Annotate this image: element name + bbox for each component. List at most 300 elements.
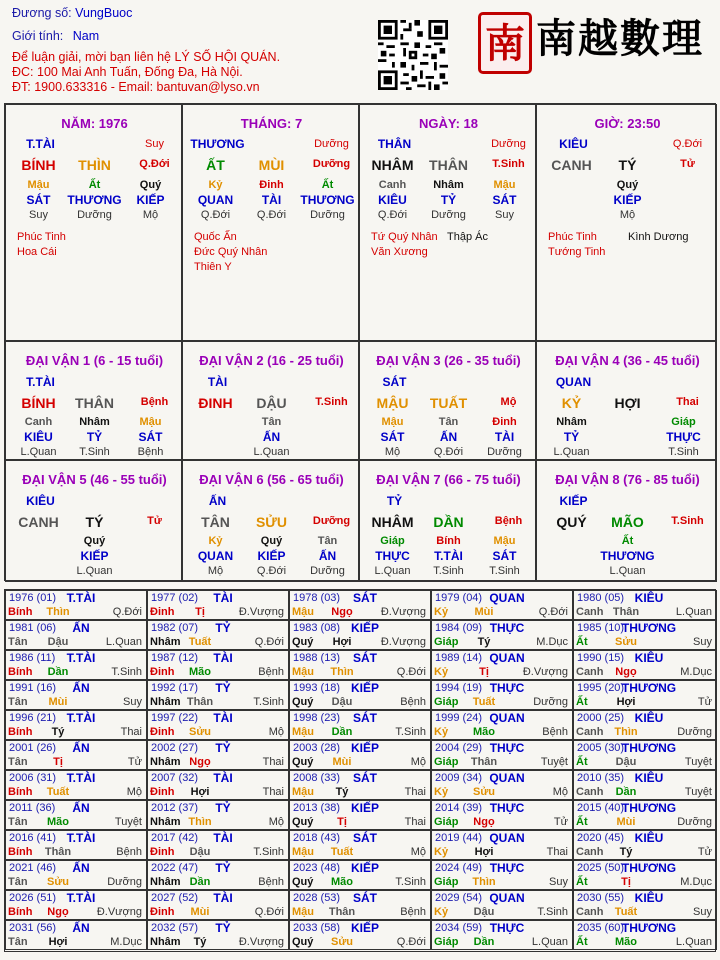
year-label: 2015 (40)	[577, 802, 625, 814]
hidden-god: QUAN	[197, 193, 234, 207]
year-god: THƯƠNG	[621, 741, 677, 755]
year-state: Thai	[546, 846, 568, 858]
year-cell	[147, 710, 289, 740]
pillar-can: ẤT	[206, 157, 225, 173]
dai-van-hidden-stem: Tân	[317, 535, 338, 547]
year-state: Thai	[404, 786, 426, 798]
year-can: Canh	[576, 666, 604, 678]
year-label: 1995 (20)	[577, 682, 625, 694]
dai-van-star: QUAN	[555, 375, 592, 389]
year-can: Quý	[292, 816, 314, 828]
year-label: 1977 (02)	[151, 592, 199, 604]
dai-van-hidden-state: Mộ	[384, 446, 401, 458]
year-chi: Thân	[470, 756, 498, 768]
dai-van-hidden-state: Dưỡng	[310, 565, 345, 577]
year-chi: Sửu	[614, 636, 638, 648]
year-god: THƯƠNG	[621, 681, 677, 695]
pillar-note: Quốc Ấn	[194, 231, 237, 243]
dai-van-can: ĐINH	[198, 395, 233, 411]
year-chi: Thân	[44, 846, 72, 858]
pillar-cell	[359, 104, 536, 341]
dai-van-hidden-god: ẤN	[262, 430, 281, 444]
dai-van-hidden-state: Bệnh	[137, 446, 164, 458]
year-cell	[573, 800, 717, 830]
hidden-stem: Mậu	[493, 179, 516, 191]
year-cell	[147, 890, 289, 920]
seal-glyph: 南	[485, 20, 525, 67]
year-state: T.Sinh	[395, 726, 426, 738]
year-state: M.Dục	[536, 636, 568, 648]
year-cell	[573, 680, 717, 710]
year-cell	[431, 920, 573, 950]
year-state: Q.Đới	[538, 606, 568, 618]
year-cell	[573, 590, 717, 620]
pillar-chi-state: Q.Đới	[139, 158, 170, 170]
year-god: TÀI	[213, 651, 233, 665]
hidden-stem: Kỷ	[208, 179, 223, 191]
year-god: TỶ	[215, 921, 231, 935]
year-god: SÁT	[353, 591, 377, 605]
hidden-state: Q.Đới	[200, 209, 231, 221]
year-cell	[289, 680, 431, 710]
dai-van-state: Bệnh	[494, 515, 523, 527]
year-state: Suy	[693, 636, 712, 648]
dai-van-hidden-stem: Nhâm	[79, 416, 110, 428]
dai-van-hidden-state: T.Sinh	[489, 565, 520, 577]
pillar-can: NHÂM	[371, 157, 414, 173]
pillar-note: Hoa Cái	[17, 246, 57, 258]
hidden-god: SÁT	[26, 193, 51, 207]
year-state: Bệnh	[258, 666, 284, 678]
year-chi: Tý	[51, 726, 65, 738]
year-god: ẤN	[72, 861, 90, 875]
qr-code-icon[interactable]	[378, 20, 448, 90]
dai-van-title: ĐẠI VẬN 7 (66 - 75 tuổi)	[376, 472, 521, 487]
dai-van-chi: SỬU	[255, 514, 288, 530]
year-god: KIÊU	[634, 651, 664, 665]
year-god: THỰC	[489, 801, 525, 815]
hidden-state: Dưỡng	[310, 209, 345, 221]
dai-van-hidden-stem: Giáp	[671, 416, 696, 428]
year-state: Suy	[123, 696, 142, 708]
dai-van-can: TÂN	[201, 514, 230, 530]
hidden-god: TỶ	[440, 193, 457, 207]
year-state: M.Dục	[110, 936, 142, 948]
year-god: SÁT	[353, 831, 377, 845]
year-state: Đ.Vượng	[380, 636, 426, 648]
year-cell	[5, 920, 147, 950]
pillar-cell	[182, 104, 359, 341]
year-cell	[431, 650, 573, 680]
year-cell	[147, 770, 289, 800]
year-label: 2012 (37)	[151, 802, 199, 814]
year-cell	[573, 620, 717, 650]
year-state: L.Quan	[675, 606, 712, 618]
year-cell	[289, 590, 431, 620]
dai-van-hidden-god: THỰC	[375, 549, 410, 563]
dai-van-hidden-state: T.Sinh	[79, 446, 110, 458]
gender-line	[12, 29, 99, 44]
dai-van-hidden-stem: Nhâm	[556, 416, 587, 428]
year-state: M.Dục	[680, 666, 712, 678]
year-chi: Thân	[328, 906, 356, 918]
year-label: 2020 (45)	[577, 832, 625, 844]
year-cell	[289, 920, 431, 950]
dai-van-hidden-god: TỶ	[86, 430, 103, 444]
hidden-god: SÁT	[492, 193, 517, 207]
dai-van-cell	[5, 460, 182, 582]
dai-van-can: KỶ	[561, 395, 582, 411]
year-cell	[5, 890, 147, 920]
year-label: 2029 (54)	[435, 892, 483, 904]
year-cell	[147, 860, 289, 890]
year-cell	[289, 830, 431, 860]
year-chi: Mão	[331, 876, 353, 888]
year-can: Canh	[576, 726, 604, 738]
year-chi: Thìn	[614, 726, 638, 738]
year-label: 2005 (30)	[577, 742, 625, 754]
year-label: 2035 (60)	[577, 922, 625, 934]
dai-van-star: T.TÀI	[26, 375, 55, 389]
dai-van-hidden-god: ẤN	[318, 549, 337, 563]
year-can: Ất	[576, 816, 588, 828]
year-cell	[5, 860, 147, 890]
dai-van-hidden-state: Q.Đới	[433, 446, 464, 458]
year-god: KIẾP	[350, 801, 380, 815]
year-label: 1997 (22)	[151, 712, 199, 724]
year-cell	[147, 680, 289, 710]
year-label: 2006 (31)	[9, 772, 57, 784]
year-god: THỰC	[489, 681, 525, 695]
year-can: Đinh	[150, 786, 175, 798]
year-can: Tân	[8, 636, 28, 648]
dai-van-state: T.Sinh	[315, 396, 348, 408]
year-label: 1999 (24)	[435, 712, 483, 724]
dai-van-star: KIÊU	[26, 494, 55, 508]
pillar-note: Phúc Tinh	[17, 231, 66, 243]
hidden-god: THƯƠNG	[300, 193, 355, 207]
dai-van-star: ẤN	[208, 494, 227, 508]
dai-van-hidden-state: L.Quan	[20, 446, 57, 458]
year-state: L.Quan	[675, 936, 712, 948]
year-can: Đinh	[150, 726, 175, 738]
year-label: 2008 (33)	[293, 772, 341, 784]
year-label: 1991 (16)	[9, 682, 57, 694]
year-state: Tuyệt	[114, 816, 142, 828]
year-god: ẤN	[72, 621, 90, 635]
year-chi: Sửu	[330, 936, 354, 948]
dai-van-chi: THÂN	[75, 395, 114, 411]
year-chi: Tuất	[46, 786, 70, 798]
year-can: Kỷ	[434, 726, 449, 738]
pillar-title: GIỜ: 23:50	[594, 116, 661, 131]
dai-van-state: Dưỡng	[312, 515, 351, 527]
year-label: 1984 (09)	[435, 622, 483, 634]
pillar-note-right: Thập Ác	[447, 231, 488, 243]
hidden-state: Dưỡng	[77, 209, 112, 221]
year-can: Tân	[8, 876, 28, 888]
year-chi: Mão	[47, 816, 69, 828]
dai-van-cell	[536, 460, 717, 582]
dai-van-cell	[359, 341, 536, 460]
year-chi: Dậu	[615, 756, 637, 768]
year-cell	[147, 830, 289, 860]
year-god: ẤN	[72, 801, 90, 815]
year-state: Đ.Vượng	[96, 906, 142, 918]
year-cell	[573, 860, 717, 890]
hidden-stem: Ất	[321, 179, 334, 191]
year-chi: Thìn	[188, 816, 212, 828]
year-can: Mậu	[292, 906, 314, 918]
year-chi: Ngọ	[473, 816, 495, 828]
dai-van-chi: TÝ	[85, 514, 104, 530]
year-label: 1993 (18)	[293, 682, 341, 694]
year-label: 2004 (29)	[435, 742, 483, 754]
year-cell	[573, 740, 717, 770]
hidden-god: KIÊU	[378, 193, 407, 207]
year-label: 2024 (49)	[435, 862, 483, 874]
year-label: 2002 (27)	[151, 742, 199, 754]
year-can: Quý	[292, 936, 314, 948]
year-label: 1981 (06)	[9, 622, 57, 634]
pillar-stem-god: THÂN	[377, 137, 412, 151]
year-label: 1980 (05)	[577, 592, 625, 604]
year-god: TÀI	[213, 711, 233, 725]
dai-van-hidden-state: L.Quan	[76, 565, 113, 577]
pillar-can: CANH	[551, 157, 592, 173]
year-label: 2013 (38)	[293, 802, 341, 814]
year-chi: Hợi	[332, 636, 352, 648]
dai-van-hidden-stem: Mậu	[139, 416, 162, 428]
year-cell	[5, 680, 147, 710]
pillar-title: NGÀY: 18	[419, 116, 478, 131]
year-can: Bính	[8, 606, 33, 618]
year-can: Nhâm	[150, 756, 181, 768]
hidden-stem: Canh	[378, 179, 407, 191]
pillar-stem-god: KIÊU	[559, 137, 588, 151]
year-state: Thai	[404, 816, 426, 828]
year-can: Mậu	[292, 666, 314, 678]
dai-van-hidden-state: L.Quan	[253, 446, 290, 458]
dai-van-chi: DẦN	[433, 514, 464, 530]
dai-van-title: ĐẠI VẬN 5 (46 - 55 tuổi)	[22, 472, 167, 487]
year-cell	[5, 770, 147, 800]
pillar-title: THÁNG: 7	[240, 116, 303, 131]
dai-van-title: ĐẠI VẬN 8 (76 - 85 tuổi)	[555, 472, 700, 487]
pillar-note-right: Kình Dương	[628, 231, 689, 243]
seal-stamp-icon	[478, 12, 532, 74]
year-label: 2009 (34)	[435, 772, 483, 784]
year-god: T.TÀI	[66, 831, 96, 845]
year-cell	[289, 740, 431, 770]
year-chi: Dần	[189, 876, 211, 888]
dai-van-star: TỶ	[386, 494, 403, 508]
year-state: Dưỡng	[677, 726, 712, 738]
year-chi: Tý	[619, 846, 633, 858]
dai-van-can: QUÝ	[556, 514, 587, 530]
year-label: 2014 (39)	[435, 802, 483, 814]
year-label: 1982 (07)	[151, 622, 199, 634]
dai-van-hidden-god: T.TÀI	[434, 549, 463, 563]
year-label: 1990 (15)	[577, 652, 625, 664]
hidden-state: Dưỡng	[431, 209, 466, 221]
hidden-state: Mộ	[619, 209, 636, 221]
year-cell	[289, 860, 431, 890]
year-state: Q.Đới	[254, 906, 284, 918]
year-state: Bệnh	[542, 726, 568, 738]
annual-luck-table	[4, 589, 716, 952]
year-state: Bệnh	[258, 876, 284, 888]
hidden-stem: Nhâm	[433, 179, 464, 191]
year-cell	[289, 650, 431, 680]
year-can: Bính	[8, 906, 33, 918]
dai-van-hidden-stem: Quý	[83, 535, 106, 547]
year-god: TÀI	[213, 771, 233, 785]
year-god: THƯƠNG	[621, 621, 677, 635]
year-god: KIÊU	[634, 831, 664, 845]
year-label: 2018 (43)	[293, 832, 341, 844]
year-chi: Tuất	[188, 636, 212, 648]
year-chi: Ngọ	[189, 756, 211, 768]
year-label: 1994 (19)	[435, 682, 483, 694]
year-can: Ất	[576, 876, 588, 888]
dai-van-hidden-god: KIÊU	[24, 430, 53, 444]
year-can: Giáp	[434, 816, 459, 828]
year-label: 2019 (44)	[435, 832, 483, 844]
year-state: T.Sinh	[253, 846, 284, 858]
year-god: QUAN	[489, 771, 525, 785]
year-state: T.Sinh	[253, 696, 284, 708]
year-god: ẤN	[72, 681, 90, 695]
year-state: Thai	[120, 726, 142, 738]
year-state: Q.Đới	[254, 636, 284, 648]
year-chi: Hợi	[616, 696, 636, 708]
year-chi: Hợi	[474, 846, 494, 858]
dai-van-title: ĐẠI VẬN 4 (36 - 45 tuổi)	[555, 353, 700, 368]
year-state: Đ.Vượng	[238, 936, 284, 948]
year-god: THỰC	[489, 921, 525, 935]
year-cell	[289, 800, 431, 830]
year-state: Mộ	[268, 816, 284, 828]
dai-van-can: MẬU	[376, 395, 409, 411]
year-chi: Ngọ	[615, 666, 637, 678]
year-can: Nhâm	[150, 936, 181, 948]
phone-email-line: ĐT: 1900.633316 - Email: bantuvan@lyso.vn	[12, 80, 260, 94]
year-god: T.TÀI	[66, 651, 96, 665]
year-state: T.Sinh	[395, 876, 426, 888]
pillar-note: Văn Xương	[371, 246, 428, 258]
year-chi: Mùi	[474, 606, 494, 618]
year-chi: Mùi	[616, 816, 636, 828]
year-can: Ất	[576, 936, 588, 948]
year-can: Đinh	[150, 666, 175, 678]
pillar-top-state: Dưỡng	[491, 138, 526, 150]
year-chi: Thìn	[472, 876, 496, 888]
hidden-god: THƯƠNG	[67, 193, 122, 207]
dai-van-hidden-state: L.Quan	[374, 565, 411, 577]
dai-van-hidden-god: KIẾP	[80, 549, 109, 563]
dai-van-state: Thai	[676, 396, 699, 408]
dai-van-hidden-state: L.Quan	[609, 565, 646, 577]
dai-van-chi: DẬU	[256, 395, 287, 411]
pillar-top-state: Q.Đới	[672, 138, 703, 150]
hidden-god: KIẾP	[136, 193, 165, 207]
year-chi: Hợi	[190, 786, 210, 798]
dai-van-hidden-god: SÁT	[138, 430, 163, 444]
year-god: TỶ	[215, 621, 231, 635]
pillar-note: Đức Quý Nhân	[194, 246, 268, 258]
year-god: TÀI	[213, 831, 233, 845]
year-can: Giáp	[434, 876, 459, 888]
year-state: Thai	[262, 786, 284, 798]
year-state: Tuyệt	[684, 786, 712, 798]
year-can: Tân	[8, 816, 28, 828]
year-state: L.Quan	[531, 936, 568, 948]
year-god: KIẾP	[350, 681, 380, 695]
hidden-stem: Quý	[616, 179, 639, 191]
year-label: 1996 (21)	[9, 712, 57, 724]
pillar-top-state: Suy	[145, 138, 164, 150]
dai-van-hidden-state: Dưỡng	[487, 446, 522, 458]
pillar-note: Thiên Y	[194, 261, 232, 273]
year-chi: Thân	[612, 606, 640, 618]
year-chi: Mão	[189, 666, 211, 678]
year-label: 1989 (14)	[435, 652, 483, 664]
year-cell	[431, 890, 573, 920]
year-cell	[431, 860, 573, 890]
dai-van-hidden-stem: Tân	[438, 416, 459, 428]
year-god: T.TÀI	[66, 711, 96, 725]
year-chi: Mùi	[48, 696, 68, 708]
year-label: 1978 (03)	[293, 592, 341, 604]
year-can: Kỷ	[434, 606, 449, 618]
dai-van-hidden-stem: Ất	[621, 535, 634, 547]
year-label: 2022 (47)	[151, 862, 199, 874]
year-state: Đ.Vượng	[238, 606, 284, 618]
year-can: Đinh	[150, 906, 175, 918]
hidden-stem: Mậu	[27, 179, 50, 191]
year-god: T.TÀI	[66, 591, 96, 605]
dai-van-star: KIẾP	[559, 494, 588, 508]
year-god: KIÊU	[634, 891, 664, 905]
pillar-stem-god: THƯƠNG	[190, 137, 245, 151]
pillar-note: Tướng Tinh	[548, 246, 606, 258]
year-cell	[147, 740, 289, 770]
year-god: TỶ	[215, 741, 231, 755]
pillar-chi: MÙI	[258, 157, 285, 173]
dai-van-chi: TUẤT	[429, 395, 468, 411]
year-label: 2016 (41)	[9, 832, 57, 844]
year-state: Q.Đới	[396, 936, 426, 948]
year-can: Canh	[576, 606, 604, 618]
year-state: Mộ	[126, 786, 142, 798]
hidden-stem: Ất	[88, 179, 101, 191]
pillar-can: BÍNH	[21, 157, 56, 173]
year-god: THỰC	[489, 861, 525, 875]
dai-van-title: ĐẠI VẬN 2 (16 - 25 tuổi)	[199, 353, 344, 368]
year-cell	[573, 710, 717, 740]
dai-van-hidden-stem: Đinh	[492, 416, 517, 428]
year-can: Giáp	[434, 756, 459, 768]
year-cell	[147, 800, 289, 830]
year-can: Nhâm	[150, 816, 181, 828]
dai-van-hidden-god: ẤN	[439, 430, 458, 444]
pillar-chi: THÂN	[429, 157, 468, 173]
year-can: Nhâm	[150, 876, 181, 888]
year-chi: Dần	[473, 936, 495, 948]
year-god: KIÊU	[634, 771, 664, 785]
dai-van-state: Mộ	[500, 396, 517, 408]
